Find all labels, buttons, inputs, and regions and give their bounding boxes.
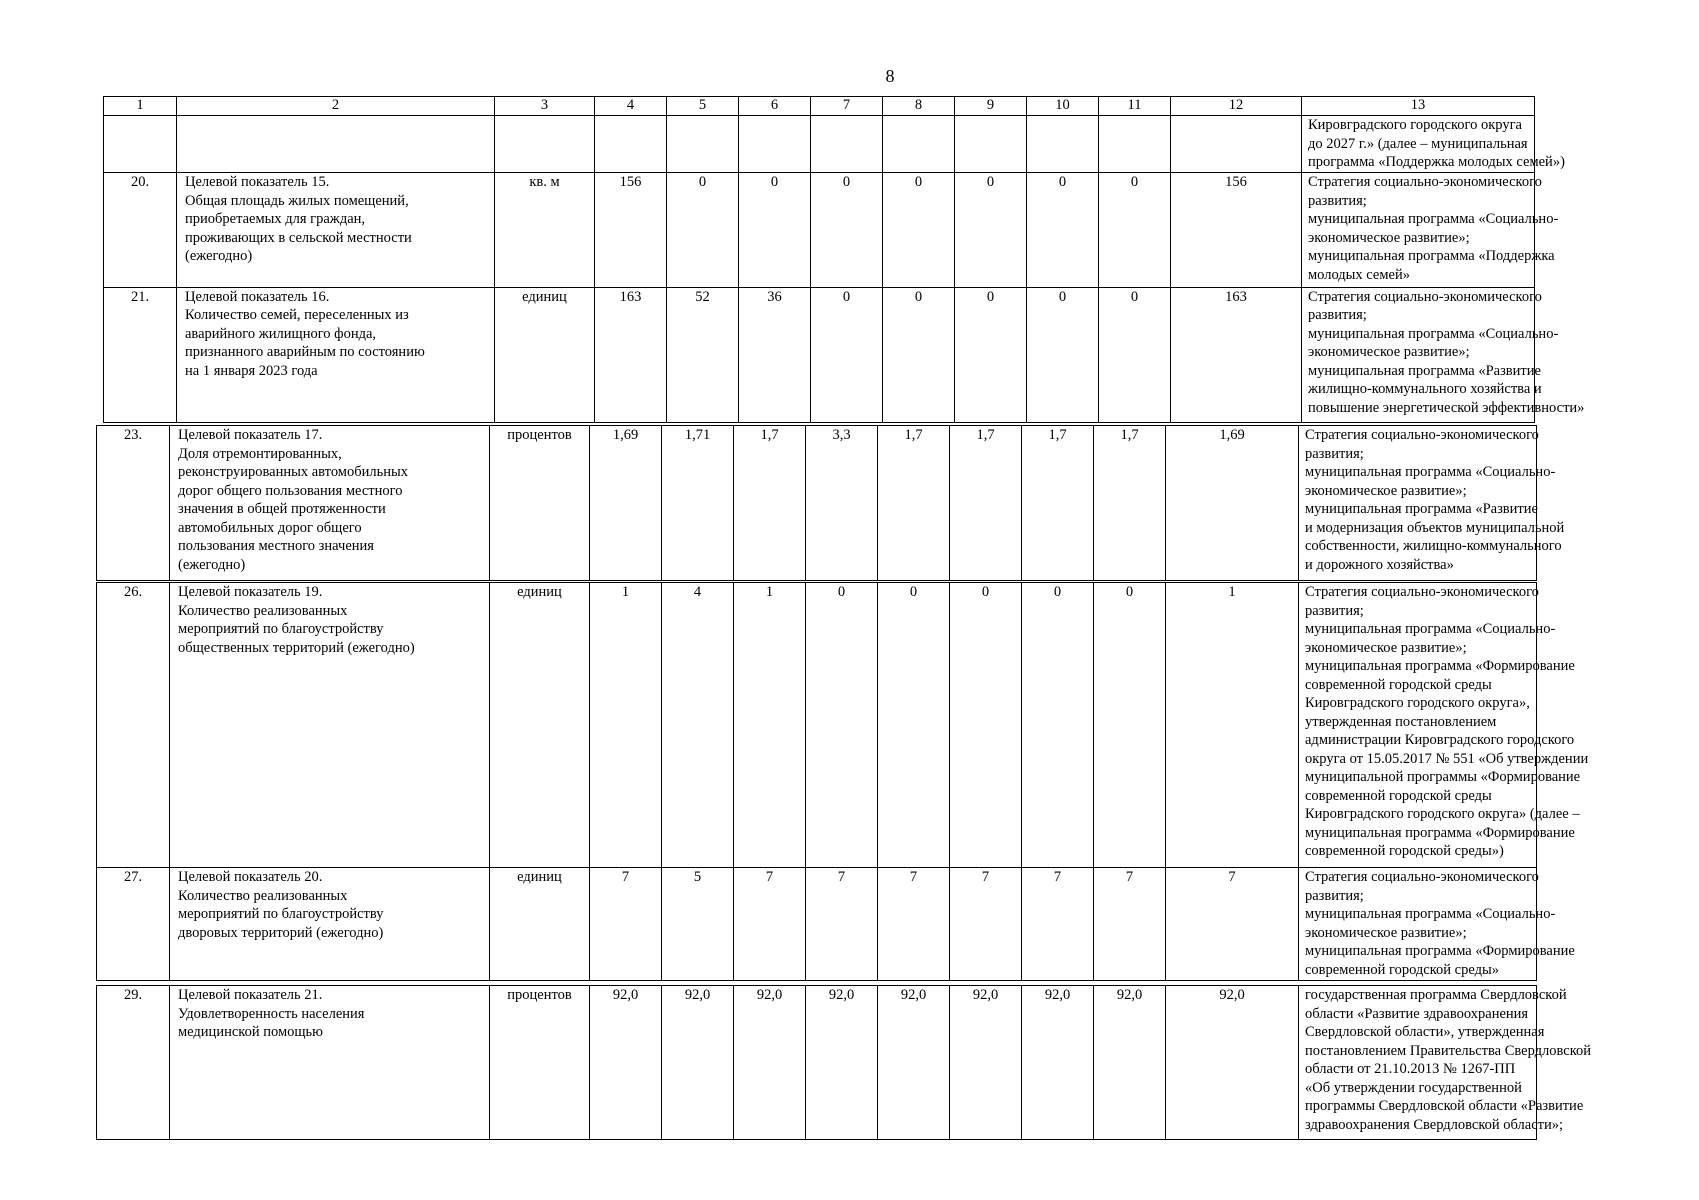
text-line: утвержденная постановлением (1305, 713, 1497, 730)
text-line: Количество реализованных (178, 887, 348, 904)
text-line: Стратегия социально-экономического (1305, 869, 1539, 885)
text-line: экономическое развитие»; (1305, 924, 1467, 941)
value-cell: 0 (883, 287, 955, 422)
text-line: программа «Поддержка молодых семей») (1308, 154, 1565, 171)
text-line: современной городской среды (1305, 787, 1492, 804)
table-row (97, 986, 1537, 1140)
text-line: экономическое развитие»; (1305, 639, 1467, 656)
value-cell: 1,7 (878, 426, 950, 581)
value-cell: 92,0 (590, 986, 662, 1140)
text-line: жилищно-коммунального хозяйства и (1308, 381, 1542, 398)
value-cell: 7 (950, 868, 1022, 981)
table-segment (96, 425, 1565, 581)
value-cell: 1 (734, 583, 806, 868)
indicator-cell (177, 287, 495, 422)
text-line: на 1 января 2023 года (185, 362, 318, 379)
value-cell: 3,3 (806, 426, 878, 581)
column-header: 10 (1027, 97, 1099, 116)
value-cell: 4 (662, 583, 734, 868)
text-line: области «Развитие здравоохранения (1305, 1005, 1529, 1022)
text-line: значения в общей протяженности (178, 501, 386, 517)
row-number: 20. (104, 173, 177, 287)
text-line: Целевой показатель 20. (178, 869, 323, 885)
text-line: современной городской среды» (1305, 961, 1499, 978)
table-row (104, 173, 1535, 287)
text-line: и дорожного хозяйства» (1305, 556, 1454, 573)
text-line: современной городской среды (1305, 676, 1492, 693)
text-line: муниципальная программа «Развитие (1308, 362, 1541, 379)
text-line: экономическое развитие»; (1308, 344, 1470, 361)
unit-cell: единиц (495, 287, 595, 422)
value-cell: 1 (590, 583, 662, 868)
text-line: пользования местного значения (178, 538, 374, 554)
value-cell: 163 (1171, 287, 1302, 422)
unit-cell: процентов (490, 986, 590, 1140)
column-header: 11 (1099, 97, 1171, 116)
value-cell: 0 (950, 583, 1022, 868)
value-cell: 1,7 (734, 426, 806, 581)
unit-cell: единиц (490, 868, 590, 981)
text-line: Кировградского городского округа» (далее – (1305, 806, 1580, 822)
text-line: Стратегия социально-экономического (1305, 427, 1539, 443)
value-cell: 156 (1171, 173, 1302, 287)
text-line: развития; (1305, 602, 1364, 619)
text-line: Стратегия социально-экономического (1308, 288, 1542, 305)
column-header: 13 (1302, 97, 1535, 116)
value-cell: 7 (734, 868, 806, 981)
indicator-cell (170, 868, 490, 981)
indicator-cell (170, 986, 490, 1140)
text-line: признанного аварийным по состоянию (185, 344, 425, 361)
text-line: «Об утверждении государственной (1305, 1079, 1522, 1096)
text-line: Свердловской области», утвержденная (1305, 1024, 1545, 1040)
value-cell: 1,7 (950, 426, 1022, 581)
text-line: развития; (1305, 887, 1364, 904)
row-number: 21. (104, 287, 177, 422)
text-line: проживающих в сельской местности (185, 229, 412, 246)
value-cell: 1,7 (1022, 426, 1094, 581)
text-line: округа от 15.05.2017 № 551 «Об утверждении (1305, 750, 1589, 767)
column-header: 4 (595, 97, 667, 116)
text-line: Удовлетворенность населения (178, 1005, 365, 1022)
text-line: администрации Кировградского городского (1305, 732, 1575, 748)
sources-cell (1299, 986, 1592, 1140)
text-line: (ежегодно) (185, 248, 253, 265)
text-line: государственная программа Свердловской (1305, 987, 1567, 1003)
value-cell: 92,0 (662, 986, 734, 1140)
text-line: программы Свердловской области «Развитие (1305, 1098, 1584, 1114)
table-row (97, 868, 1537, 981)
row-number: 27. (97, 868, 170, 981)
row-number: 23. (97, 426, 170, 581)
row-number: 26. (97, 583, 170, 868)
text-line: муниципальная программа «Формирование (1305, 658, 1575, 674)
text-line: (ежегодно) (178, 556, 246, 573)
text-line: области от 21.10.2013 № 1267-ПП (1305, 1061, 1516, 1077)
text-line: до 2027 г.» (далее – муниципальная (1308, 135, 1528, 152)
text-line: медицинской помощью (178, 1024, 323, 1040)
value-cell: 7 (590, 868, 662, 981)
value-cell: 0 (1027, 287, 1099, 422)
text-line: муниципальная программа «Развитие (1305, 501, 1538, 517)
column-header: 8 (883, 97, 955, 116)
value-cell: 0 (811, 287, 883, 422)
value-cell: 5 (662, 868, 734, 981)
text-line: Кировградского городского округа», (1305, 695, 1530, 711)
text-line: Целевой показатель 19. (178, 584, 323, 600)
text-line: муниципальная программа «Социально- (1308, 211, 1559, 228)
value-cell: 7 (1166, 868, 1299, 981)
text-line: муниципальная программа «Социально- (1305, 621, 1556, 637)
value-cell: 92,0 (950, 986, 1022, 1140)
value-cell: 0 (806, 583, 878, 868)
text-line: и модернизация объектов муниципальной (1305, 519, 1565, 536)
text-line: экономическое развитие»; (1308, 229, 1470, 246)
value-cell: 1 (1166, 583, 1299, 868)
text-line: реконструированных автомобильных (178, 464, 408, 480)
text-line: Общая площадь жилых помещений, (185, 192, 409, 209)
table-row (97, 583, 1537, 868)
value-cell: 0 (1027, 173, 1099, 287)
page-number: 8 (885, 66, 895, 86)
text-line: развития; (1305, 445, 1364, 462)
text-line: Целевой показатель 15. (185, 174, 330, 191)
text-line: дорог общего пользования местного (178, 482, 403, 499)
unit-cell: единиц (490, 583, 590, 868)
column-header: 2 (177, 97, 495, 116)
text-line: Целевой показатель 16. (185, 288, 330, 305)
value-cell: 7 (806, 868, 878, 981)
sources-cell (1299, 868, 1575, 981)
column-header: 6 (739, 97, 811, 116)
text-line: Стратегия социально-экономического (1308, 174, 1542, 191)
text-line: мероприятий по благоустройству (178, 621, 384, 637)
text-line: постановлением Правительства Свердловской (1305, 1042, 1592, 1059)
sources-cell (1299, 426, 1565, 581)
text-line: повышение энергетической эффективности» (1308, 399, 1585, 416)
text-line: мероприятий по благоустройству (178, 906, 384, 922)
value-cell: 156 (595, 173, 667, 287)
table-segment (103, 96, 1585, 423)
text-line: муниципальная программа «Социально- (1308, 325, 1559, 342)
value-cell: 0 (955, 173, 1027, 287)
value-cell: 0 (739, 173, 811, 287)
continuation-row (104, 116, 1535, 173)
indicator-cell (170, 583, 490, 868)
table-row (97, 426, 1537, 581)
value-cell: 163 (595, 287, 667, 422)
text-line: Целевой показатель 17. (178, 427, 323, 443)
value-cell: 92,0 (878, 986, 950, 1140)
table-segment (96, 582, 1589, 981)
table-segment (96, 985, 1592, 1140)
value-cell: 0 (1099, 173, 1171, 287)
value-cell: 0 (667, 173, 739, 287)
value-cell: 0 (883, 173, 955, 287)
column-header: 5 (667, 97, 739, 116)
value-cell: 7 (878, 868, 950, 981)
sources-cell (1302, 116, 1565, 173)
row-number: 29. (97, 986, 170, 1140)
text-line: муниципальная программа «Формирование (1305, 824, 1575, 841)
text-line: дворовых территорий (ежегодно) (178, 924, 384, 941)
text-line: здравоохранения Свердловской области»; (1305, 1116, 1564, 1133)
indicator-cell (177, 173, 495, 287)
value-cell: 0 (1094, 583, 1166, 868)
text-line: Целевой показатель 21. (178, 987, 323, 1003)
text-line: муниципальная программа «Социально- (1305, 464, 1556, 480)
unit-cell: кв. м (495, 173, 595, 287)
column-header: 12 (1171, 97, 1302, 116)
value-cell: 92,0 (1094, 986, 1166, 1140)
text-line: Количество реализованных (178, 602, 348, 619)
text-line: приобретаемых для граждан, (185, 211, 366, 228)
unit-cell: процентов (490, 426, 590, 581)
sources-cell (1302, 287, 1585, 422)
text-line: развития; (1308, 307, 1367, 324)
text-line: муниципальная программа «Формирование (1305, 943, 1575, 959)
value-cell: 0 (1099, 287, 1171, 422)
value-cell: 92,0 (734, 986, 806, 1140)
value-cell: 92,0 (806, 986, 878, 1140)
column-header: 1 (104, 97, 177, 116)
value-cell: 7 (1022, 868, 1094, 981)
value-cell: 1,7 (1094, 426, 1166, 581)
table-row (104, 287, 1535, 422)
indicator-cell (170, 426, 490, 581)
value-cell: 1,71 (662, 426, 734, 581)
sources-cell (1299, 583, 1589, 868)
text-line: экономическое развитие»; (1305, 482, 1467, 499)
value-cell: 0 (955, 287, 1027, 422)
text-line: развития; (1308, 192, 1367, 209)
text-line: Количество семей, переселенных из (185, 307, 409, 324)
text-line: Доля отремонтированных, (178, 445, 342, 462)
value-cell: 36 (739, 287, 811, 422)
text-line: общественных территорий (ежегодно) (178, 639, 415, 656)
header-row (104, 97, 1535, 116)
column-header: 9 (955, 97, 1027, 116)
text-line: современной городской среды») (1305, 843, 1504, 859)
text-line: муниципальная программа «Поддержка (1308, 248, 1555, 265)
value-cell: 1,69 (590, 426, 662, 581)
text-line: муниципальной программы «Формирование (1305, 769, 1581, 785)
text-line: муниципальная программа «Социально- (1305, 906, 1556, 922)
sources-cell (1302, 173, 1559, 287)
value-cell: 92,0 (1166, 986, 1299, 1140)
value-cell: 52 (667, 287, 739, 422)
column-header: 7 (811, 97, 883, 116)
text-line: автомобильных дорог общего (178, 519, 362, 536)
text-line: Кировградского городского округа (1308, 117, 1522, 134)
value-cell: 1,69 (1166, 426, 1299, 581)
text-line: собственности, жилищно-коммунального (1305, 538, 1562, 554)
column-header: 3 (495, 97, 595, 116)
value-cell: 0 (1022, 583, 1094, 868)
value-cell: 92,0 (1022, 986, 1094, 1140)
value-cell: 0 (811, 173, 883, 287)
text-line: аварийного жилищного фонда, (185, 325, 377, 342)
value-cell: 0 (878, 583, 950, 868)
value-cell: 7 (1094, 868, 1166, 981)
text-line: Стратегия социально-экономического (1305, 584, 1539, 600)
text-line: молодых семей» (1308, 266, 1410, 283)
